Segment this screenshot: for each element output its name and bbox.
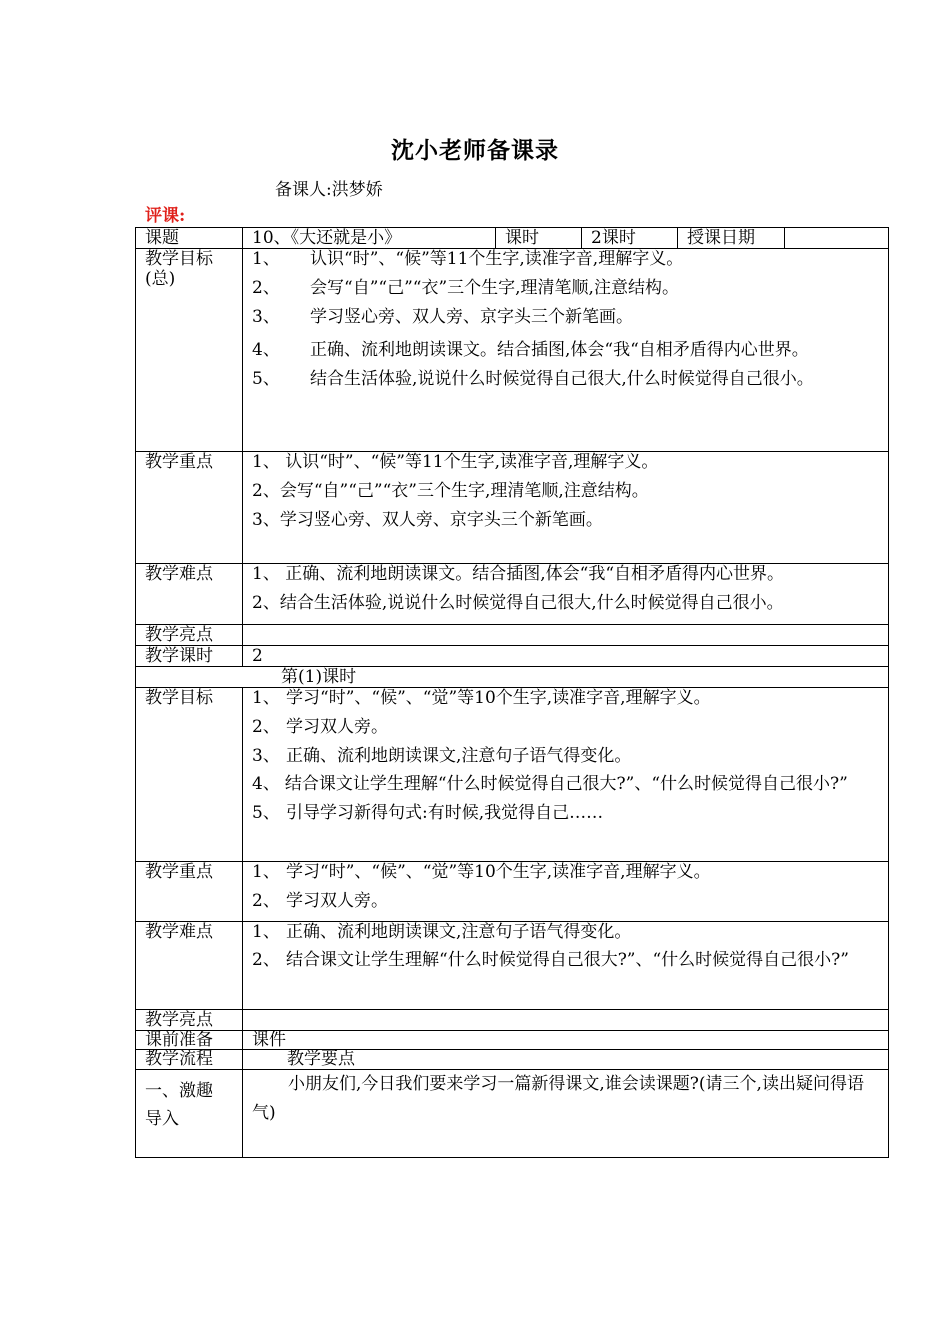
period-goals-content <box>243 688 889 862</box>
period-difficult-row <box>136 922 889 1010</box>
date-label: 授课日期 <box>678 228 785 249</box>
period-highlight-row <box>136 1010 889 1031</box>
flow-value: 教学要点 <box>243 1050 889 1070</box>
list-item: 2、结合生活体验,说说什么时候觉得自己很大,什么时候觉得自己很小。 <box>252 593 784 613</box>
list-item: 1、 认识“时”、“候”等11个生字,读准字音,理解字义。 <box>252 452 659 472</box>
overall-goals-row <box>136 249 889 452</box>
period-heading: 第(1)课时 <box>136 667 889 688</box>
periods-row <box>136 646 889 667</box>
step1-row <box>136 1070 889 1158</box>
list-item: 3、学习竖心旁、双人旁、京字头三个新笔画。 <box>252 510 603 530</box>
period-difficult-label: 教学难点 <box>136 922 243 1010</box>
list-item: 2、 学习双人旁。 <box>252 717 388 737</box>
header-row <box>136 228 889 249</box>
list-item: 1、 学习“时”、“候”、“觉”等10个生字,读准字音,理解字义。 <box>252 688 711 708</box>
period-goals-label: 教学目标 <box>136 688 243 862</box>
periods-value: 2 <box>243 646 889 667</box>
overall-difficult-row <box>136 564 889 625</box>
period-difficult-content <box>243 922 889 1010</box>
date-value <box>785 228 889 249</box>
list-item: 2、会写“自”“己”“衣”三个生字,理清笔顺,注意结构。 <box>252 481 649 501</box>
list-item: 1、 正确、流利地朗读课文。结合插图,体会“我“自相矛盾得内心世界。 <box>252 564 785 584</box>
topic-label: 课题 <box>136 228 243 249</box>
list-item: 5、 引导学习新得句式:有时候,我觉得自己…… <box>252 803 604 823</box>
period-highlight-value <box>243 1010 889 1031</box>
list-item: 1、 认识“时”、“候”等11个生字,读准字音,理解字义。 <box>252 249 684 269</box>
list-item: 2、 会写“自”“己”“衣”三个生字,理清笔顺,注意结构。 <box>252 278 679 298</box>
period-goals-row <box>136 688 889 862</box>
list-item: 5、 结合生活体验,说说什么时候觉得自己很大,什么时候觉得自己很小。 <box>252 369 814 389</box>
period-key-content <box>243 862 889 922</box>
list-item: 2、 结合课文让学生理解“什么时候觉得自己很大?”、“什么时候觉得自己很小?” <box>252 950 849 970</box>
period-key-row <box>136 862 889 922</box>
topic-value: 10、《大还就是小》 <box>243 228 496 249</box>
preparer-label: 备课人:洪梦娇 <box>275 180 383 200</box>
period-heading-row <box>136 667 889 688</box>
period-key-label: 教学重点 <box>136 862 243 922</box>
hours-value: 2课时 <box>582 228 678 249</box>
overall-key-row <box>136 452 889 564</box>
prep-row <box>136 1031 889 1050</box>
periods-label: 教学课时 <box>136 646 243 667</box>
overall-highlight-row <box>136 625 889 646</box>
page-title: 沈小老师备课录 <box>391 138 559 164</box>
list-item: 1、 学习“时”、“候”、“觉”等10个生字,读准字音,理解字义。 <box>252 862 711 882</box>
list-item: 2、 学习双人旁。 <box>252 891 388 911</box>
list-item: 3、 学习竖心旁、双人旁、京字头三个新笔画。 <box>252 307 633 327</box>
overall-highlight-value <box>243 625 889 646</box>
prep-label: 课前准备 <box>136 1031 243 1050</box>
hours-label: 课时 <box>496 228 582 249</box>
list-item: 3、 正确、流利地朗读课文,注意句子语气得变化。 <box>252 746 632 766</box>
prep-value: 课件 <box>243 1031 889 1050</box>
period-highlight-label: 教学亮点 <box>136 1010 243 1031</box>
list-item: 1、 正确、流利地朗读课文,注意句子语气得变化。 <box>252 922 632 942</box>
overall-highlight-label: 教学亮点 <box>136 625 243 646</box>
overall-goals-content <box>243 249 889 452</box>
review-label: 评课: <box>145 206 186 226</box>
overall-goals-label: 教学目标(总) <box>136 249 243 452</box>
list-item: 4、 结合课文让学生理解“什么时候觉得自己很大?”、“什么时候觉得自己很小?” <box>252 774 848 794</box>
overall-difficult-label: 教学难点 <box>136 564 243 625</box>
lesson-plan-table <box>135 227 889 1158</box>
overall-key-label: 教学重点 <box>136 452 243 564</box>
flow-label: 教学流程 <box>136 1050 243 1070</box>
step1-label: 一、激趣导入 <box>136 1070 243 1158</box>
overall-key-content <box>243 452 889 564</box>
overall-difficult-content <box>243 564 889 625</box>
step1-text: 小朋友们,今日我们要来学习一篇新得课文,谁会读课题?(请三个,读出疑问得语气) <box>243 1070 889 1158</box>
flow-row <box>136 1050 889 1070</box>
list-item: 4、 正确、流利地朗读课文。结合插图,体会“我“自相矛盾得内心世界。 <box>252 340 809 360</box>
